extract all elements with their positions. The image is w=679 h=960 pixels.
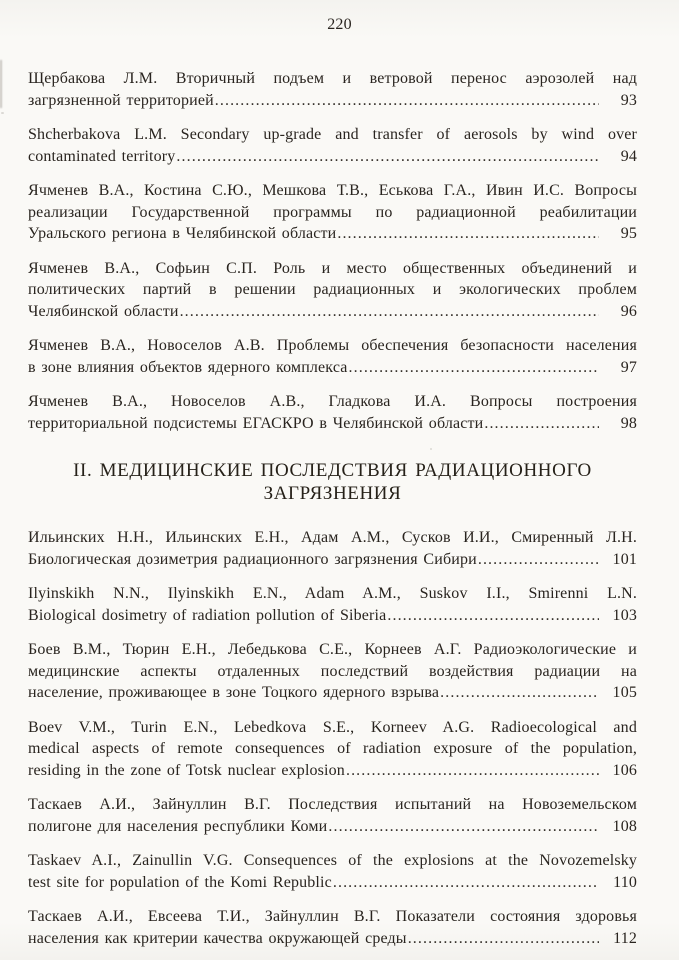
page-ref: 98 [620,414,637,432]
toc-entry-line: Таскаев А.И., Зайнуллин В.Г. Последствия испытаний на Новоземельском [28,796,637,813]
page-ref: 108 [612,817,637,835]
dot-leader-icon [333,872,599,894]
scan-speck [575,652,577,654]
toc-entry [28,850,637,893]
toc-entry-lastline [28,872,637,894]
toc-entry [28,717,637,782]
toc-entry-line: Ячменев В.А., Костина С.Ю., Мешкова Т.В., Еськова Г.А., Ивин И.С. Вопросы [28,182,637,199]
toc-entry-text: contaminated territory [28,147,176,165]
toc-entry [28,180,637,245]
toc-entry-lastline [28,357,637,379]
toc-entry-line: Таскаев А.И., Евсеева Т.И., Зайнуллин В.Г. Показатели состояния здоровья [28,908,637,925]
toc-entry [28,583,637,626]
toc-entry-text: население, проживающее в зоне Тоцкого ядерного взрыва [28,684,440,701]
toc-entry-lastline [28,928,637,950]
page-ref: 97 [620,358,637,376]
section-heading-line: ЗАГРЯЗНЕНИЯ [263,483,402,504]
page-ref: 96 [620,302,637,320]
toc-entry [28,124,637,167]
toc-entry [28,794,637,837]
toc-entry-line: Боев В.М., Тюрин Е.Н., Лебедькова С.Е., Корнеев А.Г. Радиоэкологические и [28,641,637,658]
toc-entry [28,639,637,704]
dot-leader-icon [478,549,599,571]
dot-leader-icon [484,413,599,435]
page-number: 220 [327,16,352,33]
toc-entry [28,68,637,111]
toc-entry-lastline [28,223,637,245]
dot-leader-icon [180,301,599,323]
toc-entry-line: политических партий в решении радиационных и экологических проблем [28,281,637,298]
toc-entry-text: Биологическая дозиметрия радиационного загрязнения Сибири [28,550,477,568]
section-heading-line: II. МЕДИЦИНСКИЕ ПОСЛЕДСТВИЯ РАДИАЦИОННОГО [73,460,592,481]
toc-entry-line: Taskaev A.I., Zainullin V.G. Consequences of the explosions at the Novozemelsky [28,852,637,869]
toc-entry [28,391,637,434]
toc-entry-line: Ильинских Н.Н., Ильинских Е.Н., Адам А.М., Сусков И.И., Смиренный Л.Н. [28,529,637,546]
dot-leader-icon [349,357,599,379]
toc-entry-text: загрязненной территорией [28,91,214,109]
toc-entry-line: Щербакова Л.М. Вторичный подъем и ветровой перенос аэрозолей над [28,70,637,87]
page-ref: 105 [612,684,637,701]
toc-entry-lastline [28,301,637,323]
page-ref: 112 [613,929,637,947]
toc-entry-text: test site for population of the Komi Republic [28,873,332,891]
toc-entry-lastline [28,816,637,838]
toc-entry-line: медицинские аспекты отдаленных последствий воздействия радиации на [28,662,637,680]
toc-entry-text: полигоне для населения республики Коми [28,817,328,835]
toc-entry-line: Boev V.M., Turin E.N., Lebedkova S.E., Korneev A.G. Radioecological and [28,718,637,736]
toc-entry-lastline [28,760,637,782]
toc-entry-text: Biological dosimetry of radiation pollution of Siberia [28,606,387,624]
dot-leader-icon [408,928,599,950]
toc-entry-text: Челябинской области [28,302,179,320]
dot-leader-icon [387,605,599,627]
page-ref: 101 [612,550,637,568]
toc-entry-text: в зоне влияния объектов ядерного комплекса [28,358,348,376]
toc-entry-text: residing in the zone of Totsk nuclear explosion [28,761,345,779]
toc-entry-line: Ilyinskikh N.N., Ilyinskikh E.N., Adam A.M., Suskov I.I., Smirenni L.N. [28,585,637,602]
toc-entry [28,527,637,570]
toc-entry [28,906,637,949]
toc-entry [28,258,637,323]
toc-entry-line: Ячменев В.А., Софьин С.П. Роль и место общественных объединений и [28,259,637,277]
toc-entry-lastline [28,605,637,627]
dot-leader-icon [440,682,599,704]
page-ref: 95 [620,225,637,242]
toc-entry-lastline [28,549,637,571]
toc-entry-text: Уральского региона в Челябинской области [28,225,337,242]
toc-entry-lastline [28,682,637,704]
scan-speck [1,112,4,114]
toc-entry-line: Ячменев В.А., Новоселов А.В., Гладкова И.А. Вопросы построения [28,393,637,410]
toc-entry-line: Shcherbakova L.M. Secondary up-grade and transfer of aerosols by wind over [28,126,637,143]
dot-leader-icon [337,223,599,245]
toc-entry-lastline [28,413,637,435]
dot-leader-icon [346,760,599,782]
dot-leader-icon [328,816,599,838]
scan-smudge [0,60,2,108]
toc-entry-lastline [28,90,637,112]
toc-entry-text: территориальной подсистемы ЕГАСКРО в Челябинской области [28,414,484,432]
section-heading [28,459,637,505]
toc-entry-lastline [28,146,637,168]
toc-list [28,68,637,949]
scan-speck [430,448,432,450]
toc-entry-line: medical aspects of remote consequences of radiation exposure of the population, [28,740,637,757]
dot-leader-icon [215,90,599,112]
toc-entry-line: реализации Государственной программы по радиационной реабилитации [28,203,637,221]
toc-entry [28,335,637,378]
page-ref: 94 [620,147,637,165]
page-ref: 106 [612,761,637,779]
page-ref: 103 [612,606,637,624]
page-ref: 110 [613,873,637,891]
toc-entry-text: населения как критерии качества окружающей среды [28,929,407,947]
page-ref: 93 [620,91,637,109]
toc-entry-line: Ячменев В.А., Новоселов А.В. Проблемы обеспечения безопасности населения [28,337,637,354]
dot-leader-icon [176,146,599,168]
